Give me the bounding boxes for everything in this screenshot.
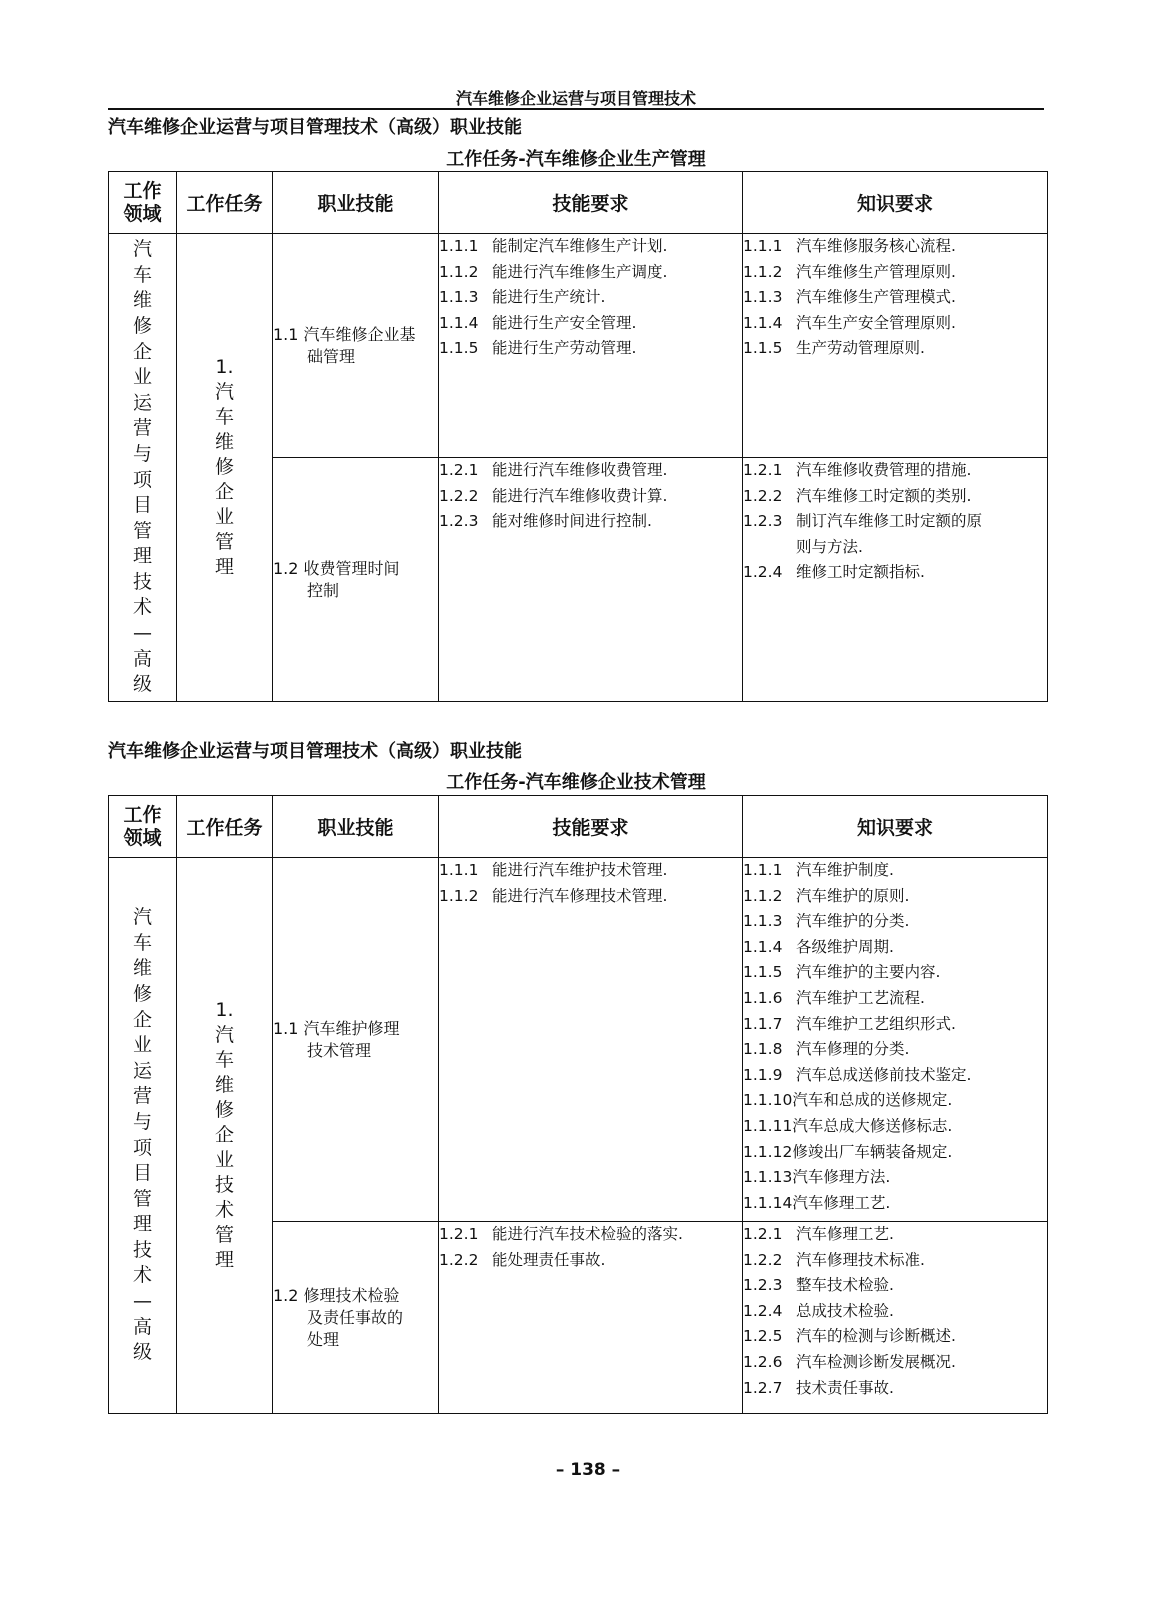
- item-num: 1.2.5: [743, 1327, 783, 1346]
- list-item: [743, 560, 1047, 586]
- domain-char: 级: [132, 673, 152, 696]
- item-text: 汽车维修收费管理的措施.: [796, 461, 972, 479]
- list-item: [743, 960, 1047, 986]
- skill-req-cell: [439, 458, 743, 702]
- domain-char: 维: [132, 957, 152, 980]
- list-item: [743, 1324, 1047, 1350]
- item-num: 1.1.2: [743, 886, 783, 905]
- skill-label: 1.1 汽车维修企业基: [273, 324, 416, 344]
- item-text: 能进行生产安全管理.: [492, 313, 637, 332]
- domain-char: 与: [132, 442, 152, 465]
- work-domain-cell: [109, 858, 177, 1414]
- item-num: 1.2.3: [743, 512, 783, 531]
- list-item: [439, 458, 742, 484]
- item-num: 1.1.2: [743, 262, 783, 281]
- task-char: 车: [214, 406, 234, 428]
- list-item: [743, 1222, 1047, 1248]
- domain-char: 营: [132, 1085, 152, 1108]
- item-num: 1.1.1: [439, 237, 479, 255]
- domain-char: 营: [132, 417, 152, 440]
- item-text: 汽车维修生产管理模式.: [796, 288, 956, 307]
- item-text: 汽车维护工艺流程.: [796, 988, 925, 1007]
- col-header-domain-line2: 领域: [123, 202, 162, 225]
- item-text: 能处理责任事故.: [492, 1250, 606, 1269]
- list-item: [439, 884, 742, 910]
- table-row: [109, 234, 1048, 458]
- item-text: 能进行汽车修理技术管理.: [492, 886, 668, 905]
- item-text: 汽车修理工艺.: [792, 1193, 891, 1212]
- list-item: [743, 1165, 1047, 1191]
- item-num: 1.2.1: [743, 1225, 783, 1243]
- skill-label-cont: 及责任事故的: [307, 1307, 404, 1327]
- skill-cell: [273, 234, 439, 458]
- list-item: [743, 311, 1047, 337]
- task-char: 业: [214, 506, 234, 528]
- col-header-domain-line1: 工作: [123, 179, 162, 202]
- task-char: 修: [214, 1099, 234, 1121]
- domain-char: 目: [132, 1162, 152, 1185]
- list-item: [743, 1350, 1047, 1376]
- item-num: 1.1.14: [743, 1193, 793, 1212]
- skill-cell: [273, 1222, 439, 1414]
- list-item: [743, 458, 1047, 484]
- item-text: 生产劳动管理原则.: [796, 339, 925, 358]
- list-item: [743, 1037, 1047, 1063]
- item-text: 能对维修时间进行控制.: [492, 512, 652, 531]
- item-text: 总成技术检验.: [796, 1301, 894, 1320]
- domain-char: 维: [132, 289, 152, 312]
- domain-char: 业: [132, 1034, 152, 1057]
- item-num: 1.2.2: [439, 486, 479, 505]
- list-item: [743, 285, 1047, 311]
- knowledge-req-cell: [743, 1222, 1048, 1414]
- skill-cell: [273, 458, 439, 702]
- skill-label: 1.2 修理技术检验: [273, 1285, 400, 1305]
- running-header: 汽车维修企业运营与项目管理技术: [455, 89, 696, 108]
- item-num: 1.1.5: [743, 339, 783, 358]
- item-text: 能制定汽车维修生产计划.: [492, 237, 668, 255]
- col-header-skill: 职业技能: [273, 172, 439, 234]
- item-num: 1.1.5: [743, 963, 783, 982]
- skill-label-cont: 控制: [307, 580, 340, 600]
- task-char: 维: [214, 1074, 234, 1096]
- item-num: 1.1.13: [743, 1168, 793, 1187]
- item-num: 1.1.2: [439, 886, 479, 905]
- domain-char: 项: [132, 1136, 152, 1159]
- item-text: 汽车维护的主要内容.: [796, 963, 941, 982]
- item-text: 能进行汽车维修收费计算.: [492, 486, 668, 505]
- knowledge-req-cell: [743, 458, 1048, 702]
- item-text: 整车技术检验.: [796, 1276, 894, 1295]
- task-char: 修: [214, 456, 234, 478]
- item-num: 1.1.3: [743, 912, 783, 931]
- domain-char: 技: [132, 1238, 152, 1261]
- item-num: 1.1.7: [743, 1014, 783, 1033]
- list-item: [743, 1191, 1047, 1217]
- list-item: [439, 509, 742, 535]
- list-item: [439, 484, 742, 510]
- domain-char: 级: [132, 1341, 152, 1364]
- item-num: 1.2.6: [743, 1352, 783, 1371]
- item-num: 1.1.4: [743, 937, 783, 956]
- col-header-task: 工作任务: [177, 796, 273, 858]
- item-text: 汽车维修服务核心流程.: [796, 237, 956, 255]
- list-item: [439, 858, 742, 884]
- skill-req-cell: [439, 858, 743, 1222]
- item-text: 汽车总成大修送修标志.: [792, 1116, 953, 1135]
- skills-table-production: [108, 171, 1048, 702]
- task-char: 术: [214, 1199, 234, 1221]
- list-item: [743, 1273, 1047, 1299]
- list-item: [439, 311, 742, 337]
- domain-char: 高: [132, 1315, 152, 1338]
- item-num: 1.1.6: [743, 988, 783, 1007]
- task-char: 理: [214, 1249, 234, 1271]
- list-item: [743, 234, 1047, 260]
- list-item-cont: 则与方法.: [796, 537, 863, 556]
- item-text: 能进行生产统计.: [492, 288, 606, 307]
- col-header-domain-line2: 领域: [123, 826, 162, 849]
- item-num: 1.2.4: [743, 1301, 783, 1320]
- domain-char: 项: [132, 468, 152, 491]
- item-text: 汽车生产安全管理原则.: [796, 313, 956, 332]
- list-item: [743, 484, 1047, 510]
- item-text: 汽车修理的分类.: [796, 1040, 910, 1059]
- domain-char: 企: [132, 1008, 152, 1031]
- item-num: 1.1.4: [743, 313, 783, 332]
- list-item: [439, 234, 742, 260]
- work-task-cell: [177, 858, 273, 1414]
- domain-char: 运: [132, 391, 152, 414]
- domain-char: 目: [132, 494, 152, 517]
- col-header-knowledge-req: 知识要求: [743, 172, 1048, 234]
- domain-char: 汽: [132, 906, 152, 929]
- skill-req-cell: [439, 1222, 743, 1414]
- domain-char: 与: [132, 1110, 152, 1133]
- list-item: [743, 909, 1047, 935]
- item-text: 能进行汽车技术检验的落实.: [492, 1225, 683, 1243]
- domain-char: 修: [132, 982, 152, 1005]
- item-text: 汽车维护制度.: [796, 861, 894, 879]
- item-text: 能进行汽车维护技术管理.: [492, 861, 668, 879]
- item-text: 维修工时定额指标.: [796, 563, 925, 582]
- task-char: 理: [214, 556, 234, 578]
- item-num: 1.1.12: [743, 1142, 793, 1161]
- domain-char: 理: [132, 545, 152, 568]
- list-item: [743, 884, 1047, 910]
- domain-char: 车: [132, 931, 152, 954]
- task-char: 汽: [214, 1024, 234, 1046]
- task-char: 业: [214, 1149, 234, 1171]
- list-item: [439, 260, 742, 286]
- item-num: 1.2.3: [743, 1276, 783, 1295]
- table-row: [109, 858, 1048, 1222]
- domain-char: —: [133, 1290, 152, 1313]
- list-item: [743, 1248, 1047, 1274]
- item-num: 1.2.4: [743, 563, 783, 582]
- item-text: 能进行汽车维修收费管理.: [492, 461, 668, 479]
- item-num: 1.1.1: [743, 237, 783, 255]
- skills-table-technical: [108, 795, 1048, 1414]
- task-char: 企: [214, 481, 234, 503]
- item-num: 1.1.10: [743, 1091, 793, 1110]
- skill-label-cont: 础管理: [307, 346, 356, 366]
- section-1-title: 汽车维修企业运营与项目管理技术（高级）职业技能: [108, 117, 522, 138]
- item-text: 制订汽车维修工时定额的原: [796, 512, 983, 531]
- item-num: 1.2.1: [439, 1225, 479, 1243]
- item-num: 1.1.3: [743, 288, 783, 307]
- item-text: 汽车维护的分类.: [796, 912, 910, 931]
- list-item: [743, 1114, 1047, 1140]
- work-task-cell: [177, 234, 273, 702]
- page-number: – 138 –: [555, 1460, 621, 1480]
- task-char: 1.: [215, 999, 234, 1021]
- item-text: 汽车修理方法.: [792, 1168, 891, 1187]
- knowledge-req-cell: [743, 858, 1048, 1222]
- col-header-domain: [109, 796, 177, 858]
- item-num: 1.1.9: [743, 1065, 783, 1084]
- col-header-skill-req: 技能要求: [439, 796, 743, 858]
- item-num: 1.2.1: [439, 461, 479, 479]
- task-char: 维: [214, 431, 234, 453]
- header-rule: [108, 108, 1044, 110]
- col-header-skill: 职业技能: [273, 796, 439, 858]
- list-item: [743, 1063, 1047, 1089]
- work-domain-cell: [109, 234, 177, 702]
- item-num: 1.1.11: [743, 1116, 793, 1135]
- item-text: 汽车修理工艺.: [796, 1225, 894, 1243]
- item-num: 1.2.2: [743, 486, 783, 505]
- table-header-row: [109, 172, 1048, 234]
- item-num: 1.1.3: [439, 288, 479, 307]
- item-num: 1.1.1: [439, 861, 479, 879]
- col-header-domain: [109, 172, 177, 234]
- item-text: 汽车维修生产管理原则.: [796, 262, 956, 281]
- skill-label-cont: 处理: [307, 1329, 340, 1349]
- list-item: [743, 1088, 1047, 1114]
- section-1-subtitle: 工作任务-汽车维修企业生产管理: [446, 149, 706, 170]
- item-text: 汽车维修工时定额的类别.: [796, 486, 972, 505]
- task-char: 车: [214, 1049, 234, 1071]
- item-text: 汽车修理技术标准.: [796, 1250, 925, 1269]
- item-text: 修竣出厂车辆装备规定.: [792, 1142, 953, 1161]
- task-char: 汽: [214, 381, 234, 403]
- domain-char: 车: [132, 263, 152, 286]
- item-num: 1.1.4: [439, 313, 479, 332]
- skill-label: 1.2 收费管理时间: [273, 558, 400, 578]
- item-num: 1.1.5: [439, 339, 479, 358]
- domain-char: 技: [132, 570, 152, 593]
- item-text: 各级维护周期.: [796, 937, 894, 956]
- item-text: 汽车检测诊断发展概况.: [796, 1352, 956, 1371]
- list-item: [743, 858, 1047, 884]
- list-item: [439, 285, 742, 311]
- list-item: [743, 509, 1047, 535]
- item-num: 1.2.3: [439, 512, 479, 531]
- skill-label-cont: 技术管理: [307, 1040, 372, 1060]
- domain-char: 理: [132, 1213, 152, 1236]
- task-char: 技: [214, 1174, 234, 1196]
- item-text: 技术责任事故.: [796, 1378, 894, 1397]
- item-text: 汽车总成送修前技术鉴定.: [796, 1065, 972, 1084]
- list-item: [743, 986, 1047, 1012]
- skill-cell: [273, 858, 439, 1222]
- list-item: [439, 1248, 742, 1274]
- item-text: 汽车和总成的送修规定.: [792, 1091, 953, 1110]
- list-item: [743, 260, 1047, 286]
- list-item: [743, 935, 1047, 961]
- col-header-task: 工作任务: [177, 172, 273, 234]
- item-text: 汽车维护工艺组织形式.: [796, 1014, 956, 1033]
- task-char: 企: [214, 1124, 234, 1146]
- skill-req-cell: [439, 234, 743, 458]
- task-char: 管: [214, 531, 234, 553]
- item-num: 1.2.7: [743, 1378, 783, 1397]
- section-2-subtitle: 工作任务-汽车维修企业技术管理: [446, 772, 706, 793]
- list-item: [439, 1222, 742, 1248]
- item-text: 汽车的检测与诊断概述.: [796, 1327, 956, 1346]
- domain-char: 高: [132, 647, 152, 670]
- domain-char: 管: [132, 1187, 152, 1210]
- item-num: 1.2.1: [743, 461, 783, 479]
- domain-char: 汽: [132, 238, 152, 261]
- domain-char: 修: [132, 314, 152, 337]
- col-header-skill-req: 技能要求: [439, 172, 743, 234]
- task-char: 管: [214, 1224, 234, 1246]
- section-2-title: 汽车维修企业运营与项目管理技术（高级）职业技能: [108, 741, 522, 762]
- list-item: [743, 1376, 1047, 1402]
- col-header-knowledge-req: 知识要求: [743, 796, 1048, 858]
- domain-char: 企: [132, 340, 152, 363]
- list-item: [743, 1299, 1047, 1325]
- item-text: 能进行汽车维修生产调度.: [492, 262, 668, 281]
- list-item: [743, 1140, 1047, 1166]
- list-item: [743, 336, 1047, 362]
- domain-char: 术: [132, 1264, 152, 1287]
- item-text: 汽车维护的原则.: [796, 886, 910, 905]
- domain-char: —: [133, 622, 152, 645]
- domain-char: 术: [132, 596, 152, 619]
- skill-label: 1.1 汽车维护修理: [273, 1018, 400, 1038]
- knowledge-req-cell: [743, 234, 1048, 458]
- list-item: [439, 336, 742, 362]
- domain-char: 管: [132, 519, 152, 542]
- item-num: 1.2.2: [743, 1250, 783, 1269]
- item-num: 1.1.8: [743, 1040, 783, 1059]
- task-char: 1.: [215, 356, 234, 378]
- col-header-domain-line1: 工作: [123, 803, 162, 826]
- domain-char: 业: [132, 366, 152, 389]
- list-item: [743, 1012, 1047, 1038]
- item-num: 1.2.2: [439, 1250, 479, 1269]
- item-num: 1.1.1: [743, 861, 783, 879]
- domain-char: 运: [132, 1059, 152, 1082]
- table-header-row: [109, 796, 1048, 858]
- item-num: 1.1.2: [439, 262, 479, 281]
- item-text: 能进行生产劳动管理.: [492, 339, 637, 358]
